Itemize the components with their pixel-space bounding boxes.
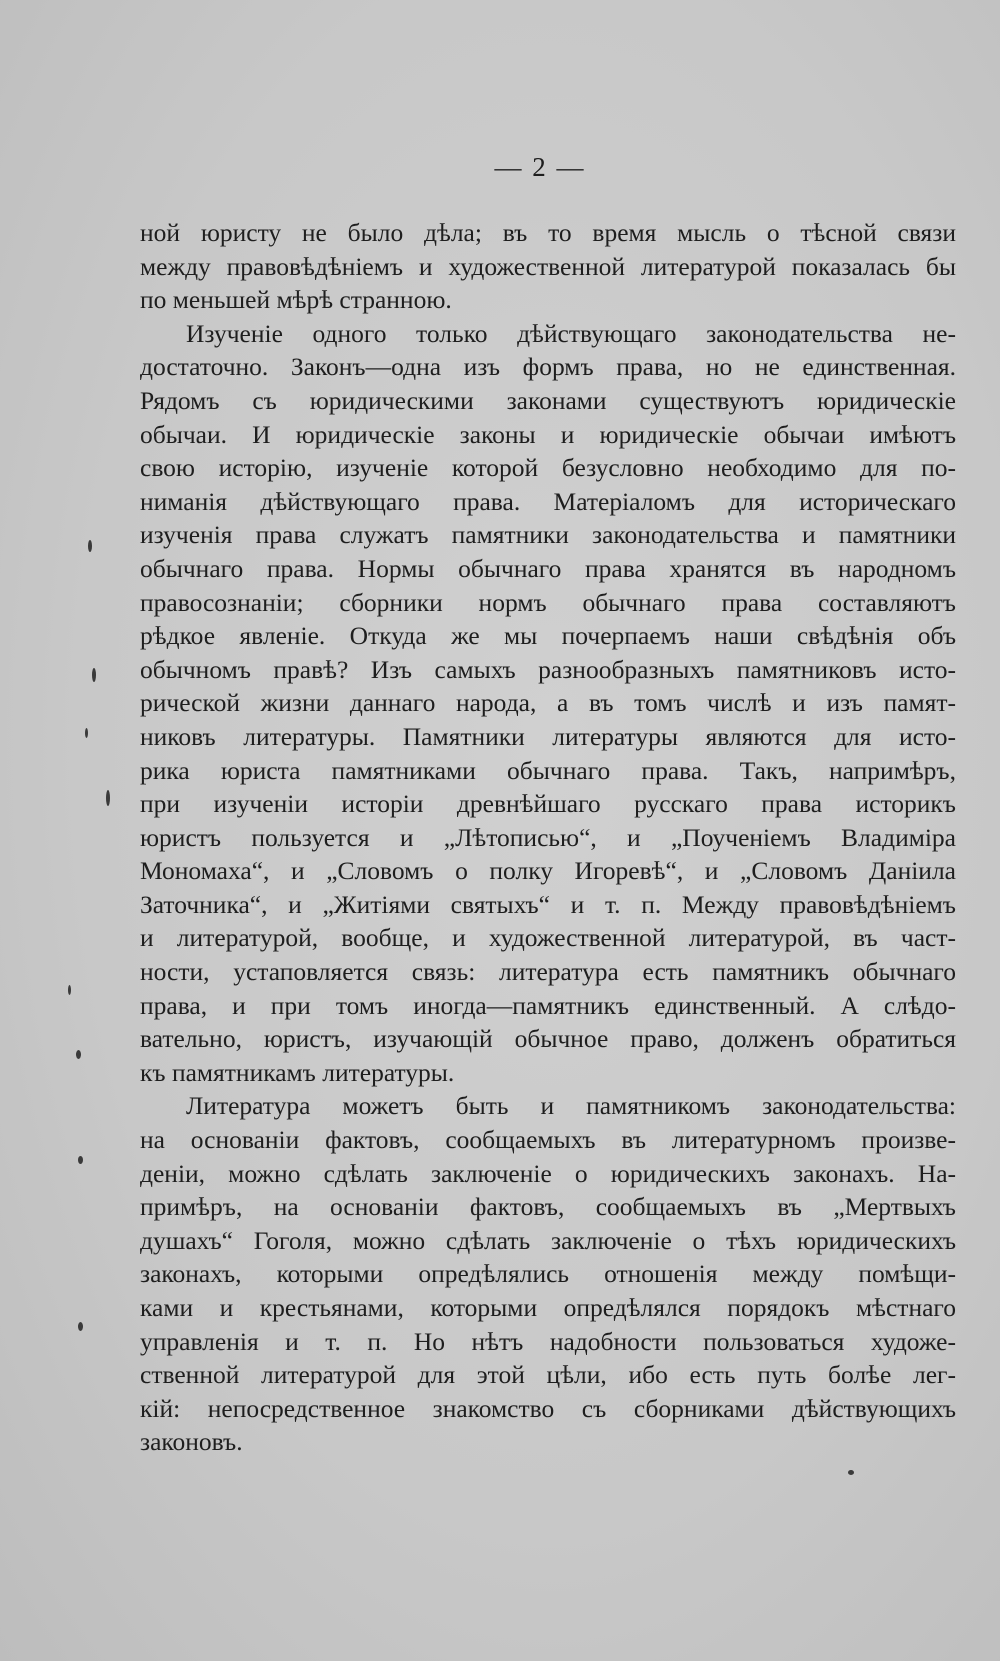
text-line: Литература можетъ быть и памятникомъ законодательства: (186, 1091, 956, 1121)
text-line: юристъ пользуется и „Лѣтописью“, и „Поученіемъ Владиміра (140, 822, 956, 852)
ink-speck (88, 540, 92, 552)
text-line: кій: непосредственное знакомство съ сборниками дѣйствующихъ (140, 1393, 956, 1423)
text-line: достаточно. Законъ—одна изъ формъ права, но не единственная. (140, 352, 956, 382)
text-line: между правовѣдѣніемъ и художественной литературой показалась бы (140, 251, 956, 281)
text-line: ками и крестьянами, которыми опредѣлялся порядокъ мѣстнаго (140, 1293, 956, 1322)
text-line: обычаи. И юридическіе законы и юридическіе обычаи имѣютъ (140, 419, 956, 449)
text-line: ности, устаповляется связь: литература есть памятникъ обычнаго (140, 957, 956, 987)
ink-speck (85, 728, 88, 738)
paragraph-2 (140, 317, 956, 1090)
text-line: ственной литературой для этой цѣли, ибо есть путь болѣе лег- (140, 1360, 956, 1390)
text-line: законовъ. (140, 1427, 243, 1457)
text-line: ной юристу не было дѣла; въ то время мысль о тѣсной связи (140, 218, 956, 247)
text-line: рѣдкое явленіе. Откуда же мы почерпаемъ наши свѣдѣнія объ (140, 621, 956, 651)
text-line: вательно, юристъ, изучающій обычное право, долженъ обратиться (140, 1024, 956, 1054)
text-line: примѣръ, на основаніи фактовъ, сообщаемыхъ въ „Мертвыхъ (140, 1192, 956, 1222)
text-line: Заточника“, и „Житіями святыхъ“ и т. п. Между правовѣдѣніемъ (140, 889, 956, 919)
ink-speck (78, 1322, 83, 1331)
text-line: душахъ“ Гоголя, можно сдѣлать заключеніе о тѣхъ юридическихъ (140, 1225, 956, 1255)
ink-speck (76, 1050, 81, 1059)
ink-speck (92, 668, 96, 682)
text-line: деніи, можно сдѣлать заключеніе о юридическихъ законахъ. На- (140, 1158, 956, 1188)
page-number: — 2 — (494, 152, 586, 182)
body-text (140, 216, 956, 1459)
text-line: права, и при томъ иногда—памятникъ единственный. А слѣдо- (140, 990, 956, 1020)
text-line: обычнаго права. Нормы обычнаго права хранятся въ народномъ (140, 553, 956, 583)
ink-speck (848, 1470, 854, 1475)
paragraph-3 (140, 1089, 956, 1459)
text-line: изученія права служатъ памятники законодательства и памятники (140, 520, 956, 550)
text-line: и литературой, вообще, и художественной литературой, въ част- (140, 923, 956, 953)
text-line: Рядомъ съ юридическими законами существуютъ юридическіе (140, 385, 956, 415)
text-line: ниманія дѣйствующаго права. Матеріаломъ для историческаго (140, 486, 956, 516)
text-line: правосознаніи; сборники нормъ обычнаго права составляютъ (140, 587, 956, 617)
ink-speck (106, 790, 110, 806)
text-line: свою исторію, изученіе которой безусловно необходимо для по- (140, 453, 956, 483)
text-line: къ памятникамъ литературы. (140, 1057, 455, 1087)
paragraph-1 (140, 216, 956, 317)
ink-speck (68, 985, 71, 995)
text-line: Мономаха“, и „Словомъ о полку Игоревѣ“, и „Словомъ Даніила (140, 856, 956, 886)
text-line: рической жизни даннаго народа, а въ томъ числѣ и изъ памят- (140, 688, 956, 718)
ink-speck (78, 1156, 83, 1164)
text-line: законахъ, которыми опредѣлялись отношенія между помѣщи- (140, 1259, 956, 1289)
text-line: обычномъ правѣ? Изъ самыхъ разнообразныхъ памятниковъ исто- (140, 654, 956, 684)
text-line: по меньшей мѣрѣ странною. (140, 285, 452, 315)
text-line: на основаніи фактовъ, сообщаемыхъ въ литературномъ произве- (140, 1125, 956, 1155)
text-line: рика юриста памятниками обычнаго права. Такъ, напримѣръ, (140, 755, 956, 785)
text-line: управленія и т. п. Но нѣтъ надобности пользоваться художе- (140, 1326, 956, 1356)
text-line: никовъ литературы. Памятники литературы являются для исто- (140, 721, 956, 751)
text-line: при изученіи исторіи древнѣйшаго русскаго права историкъ (140, 789, 956, 819)
text-line: Изученіе одного только дѣйствующаго законодательства не- (186, 318, 956, 348)
